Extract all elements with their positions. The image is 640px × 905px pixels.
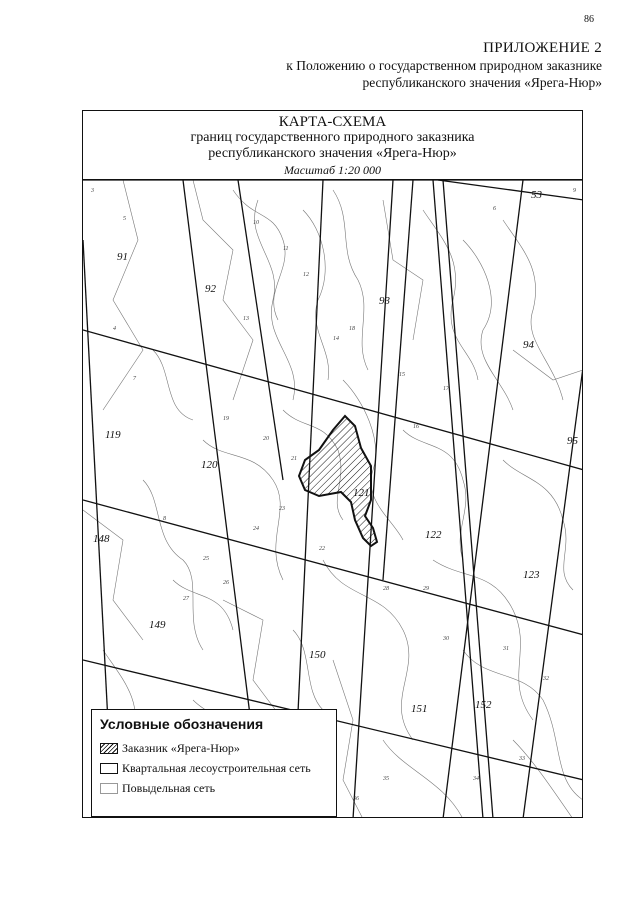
sub-label: 14 [333,336,339,342]
quarter-119: 119 [105,429,121,441]
appendix-line-1: к Положению о государственном природном заказнике [286,58,602,73]
sub-label: 29 [423,586,429,592]
sub-label: 3 [91,188,94,194]
quarter-94: 94 [523,339,534,351]
sub-label: 4 [113,326,116,332]
map-scale: Масштаб 1:20 000 [283,163,382,177]
map-header [83,111,582,180]
sub-label: 8 [163,516,166,522]
sub-label: 30 [443,636,449,642]
sub-label: 5 [123,216,126,222]
appendix-title: ПРИЛОЖЕНИЕ 2 [483,40,602,56]
legend-item-reserve [100,738,328,758]
sub-label: 36 [353,796,359,802]
quarter-123: 123 [523,569,540,581]
legend-label: Квартальная лесоустроительная сеть [122,760,311,775]
map-subtitle-1: границ государственного природного заказника [190,130,475,145]
quarter-122: 122 [425,529,442,541]
quarter-148: 148 [93,533,110,545]
legend-label: Заказник «Ярега-Нюр» [122,740,240,755]
sub-label: 27 [183,596,189,602]
quarter-149: 149 [149,619,166,631]
sub-label: 21 [291,456,297,462]
map-frame [82,110,583,818]
sub-label: 28 [383,586,389,592]
thick-outline-swatch-icon [100,763,118,774]
quarter-92: 92 [205,283,216,295]
sub-label: 31 [503,646,509,652]
sub-label: 32 [543,676,549,682]
map-subtitle-2: республиканского значения «Ярега-Нюр» [208,146,457,161]
quarter-121: 121 [353,487,370,499]
legend-label: Повыдельная сеть [122,780,216,795]
sub-label: 22 [319,546,325,552]
sub-label: 35 [383,776,389,782]
sub-label: 20 [263,436,269,442]
sub-label: 11 [283,246,289,252]
quarter-53: 53 [531,189,542,201]
appendix-header [182,40,602,91]
thin-outline-swatch-icon [100,783,118,794]
quarter-120: 120 [201,459,218,471]
quarter-152: 152 [475,699,492,711]
sub-label: 23 [279,506,285,512]
quarter-151: 151 [411,703,428,715]
appendix-line-2: республиканского значения «Ярега-Нюр» [362,75,602,90]
sub-label: 13 [243,316,249,322]
sub-label: 26 [223,580,229,586]
sub-label: 34 [473,776,479,782]
sub-label: 24 [253,526,259,532]
sub-label: 7 [133,376,136,382]
sub-label: 16 [413,424,419,430]
legend-item-quarter-network [100,758,328,778]
sub-label: 25 [203,556,209,562]
sub-label: 15 [399,372,405,378]
legend-item-subcompartment-network [100,778,328,798]
sub-label: 12 [303,272,309,278]
sub-label: 19 [223,416,229,422]
hatched-swatch-icon [100,743,118,754]
quarter-95: 95 [567,435,578,447]
legend-title: Условные обозначения [100,716,264,732]
map-legend [91,709,337,817]
quarter-150: 150 [309,649,326,661]
sub-label: 6 [493,206,496,212]
quarter-93: 93 [379,295,390,307]
page-number: 86 [584,14,594,25]
sub-label: 17 [443,386,449,392]
sub-label: 18 [349,326,355,332]
map-title: КАРТА-СХЕМА [278,114,387,130]
sub-label: 33 [519,756,525,762]
quarter-91: 91 [117,251,128,263]
sub-label: 10 [253,220,259,226]
sub-label: 9 [573,188,576,194]
